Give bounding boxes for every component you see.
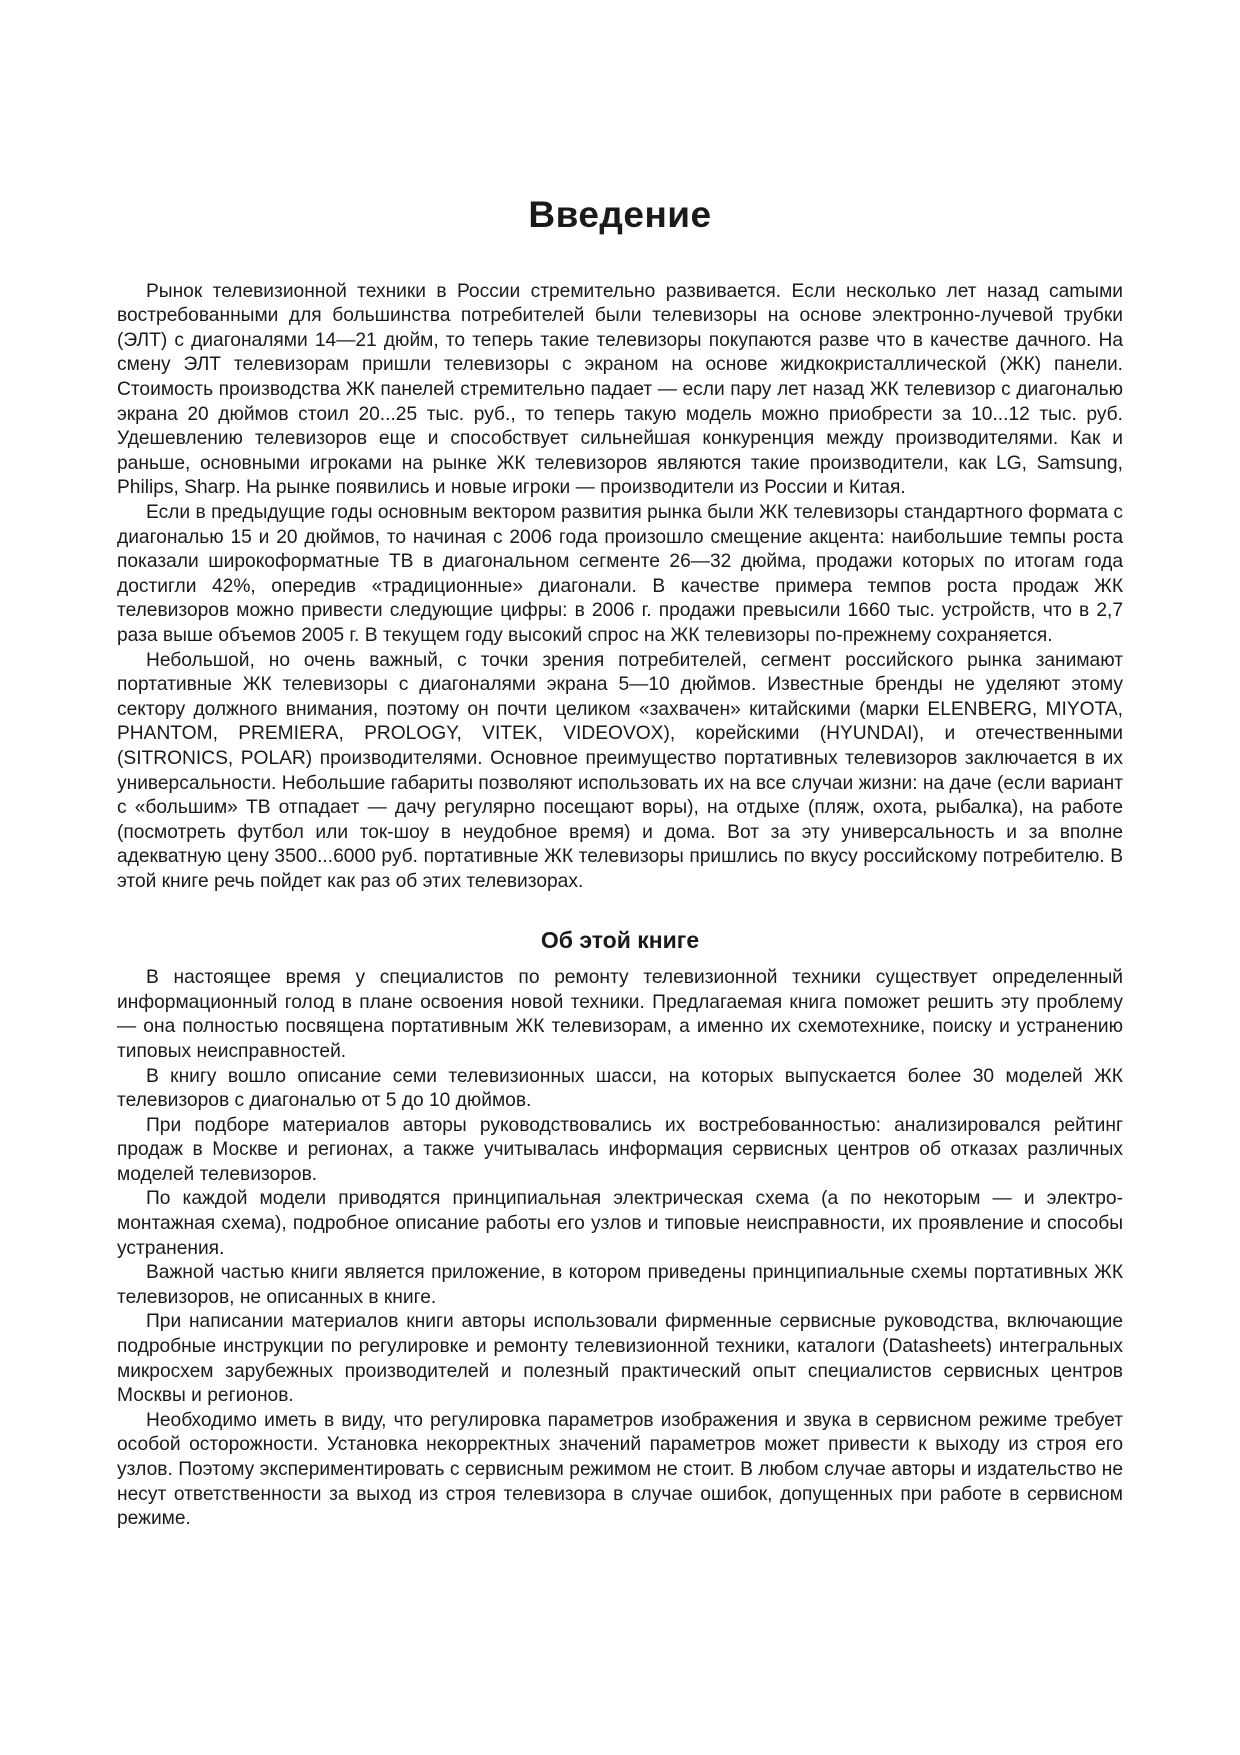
chapter-title: Введение bbox=[528, 194, 712, 235]
section-paragraph: Необходимо иметь в виду, что регулировка параметров изображения и звука в сервисном режиме требует особой осторожности. Установка некорректных значений параметров может привести к выходу из строя его узлов. Поэтому экспериментировать с сервисным режимом не стоит. В любом случае авторы и издательство не несут ответственности за выход из строя телевизора в случае ошибок, допущенных при работе в сервисном режиме. bbox=[117, 1409, 1123, 1530]
chapter-paragraph: Если в предыдущие годы основным вектором развития рынка были ЖК телевизоры стандартного формата с диагональю 15 и 20 дюймов, то начиная с 2006 года произошло смещение акцента: наибольшие темпы роста показали широкоформатные ТВ в диагональном сегменте 26—32 дюйма, продажи которых по итогам года достигли 42%, опередив «традиционные» диагонали. В качестве примера темпов роста продаж ЖК телевизоров можно привести следующие цифры: в 2006 г. продажи превысили 1660 тыс. устройств, что в 2,7 раза выше объемов 2005 г. В текущем году высокий спрос на ЖК телевизоры по-прежнему сохраняется. bbox=[117, 502, 1123, 646]
section-paragraph: Важной частью книги является приложение, в котором приведены принципиальные схемы портативных ЖК телевизоров, не описанных в книге. bbox=[117, 1262, 1123, 1308]
section-paragraph: По каждой модели приводятся принципиальная электрическая схема (а по некоторым — и электромонтажная схема), подробное описание работы его узлов и типовые неисправности, их проявление и способы устранения. bbox=[117, 1188, 1123, 1259]
section-paragraph: В настоящее время у специалистов по ремонту телевизионной техники существует определенный информационный голод в плане освоения новой техники. Предлагаемая книга поможет решить эту проблему — она полностью посвящена портативным ЖК телевизорам, а именно их схемотехнике, поиску и устранению типовых неисправностей. bbox=[117, 967, 1123, 1062]
chapter-paragraph: Небольшой, но очень важный, с точки зрения потребителей, сегмент российского рынка занимают портативные ЖК телевизоры с диагоналями экрана 5—10 дюймов. Известные бренды не уделяют этому сектору должного внимания, поэтому он почти целиком «захвачен» китайскими (марки ELENBERG, MIYOTA, PHANTOM, PREMIERA, PROLOGY, VITEK, VIDEOVOX), корейскими (HYUNDAI), и отечественными (SITRONICS, POLAR) производителями. Основное преимущество портативных телевизоров заключается в их универсальности. Небольшие габариты позволяют использовать их на все случаи жизни: на даче (если вариант с «большим» ТВ отпадает — дачу регулярно посещают воры), на отдыхе (пляж, охота, рыбалка), на работе (посмотреть футбол или ток-шоу в неудобное время) и дома. Вот за эту универсальность и за вполне адекватную цену 3500...6000 руб. портативные ЖК телевизоры пришлись по вкусу российскому потребителю. В этой книге речь пойдет как раз об этих телевизорах. bbox=[117, 649, 1123, 892]
document-page bbox=[117, 195, 1123, 1532]
chapter-paragraph: Рынок телевизионной техники в России стремительно развивается. Если несколько лет назад саmыми востребованными для большинства потребителей были телевизоры на основе электронно-лучевой трубки (ЭЛТ) с диагоналями 14—21 дюйм, то теперь такие телевизоры покупаются разве что в качестве дачного. На смену ЭЛТ телевизорам пришли телевизоры с экраном на основе жидкокристаллической (ЖК) панели. Стоимость производства ЖК панелей стремительно падает — если пару лет назад ЖК телевизор с диагональю экрана 20 дюймов стоил 20...25 тыс. руб., то теперь такую модель можно приобрести за 10...12 тыс. руб. Удешевлению телевизоров еще и способствует сильнейшая конкуренция между производителями. Как и раньше, основными игроками на рынке ЖК телевизоров являются такие производители, как LG, Samsung, Philips, Sharp. На рынке появились и новые игроки — производители из России и Китая. bbox=[117, 280, 1123, 499]
section-paragraph: При подборе материалов авторы руководствовались их востребованностью: анализировался рейтинг продаж в Москве и регионах, а также учитывалась информация сервисных центров об отказах различных моделей телевизоров. bbox=[117, 1114, 1123, 1185]
section-paragraph: При написании материалов книги авторы использовали фирменные сервисные руководства, включающие подробные инструкции по регулировке и ремонту телевизионной техники, каталоги (Datasheets) интегральных микросхем зарубежных производителей и полезный практический опыт специалистов сервисных центров Москвы и регионов. bbox=[117, 1311, 1123, 1407]
section-paragraph: В книгу вошло описание семи телевизионных шасси, на которых выпускается более 30 моделей ЖК телевизоров с диагональю от 5 до 10 дюймов. bbox=[117, 1065, 1123, 1112]
section-title: Об этой книге bbox=[540, 926, 700, 953]
